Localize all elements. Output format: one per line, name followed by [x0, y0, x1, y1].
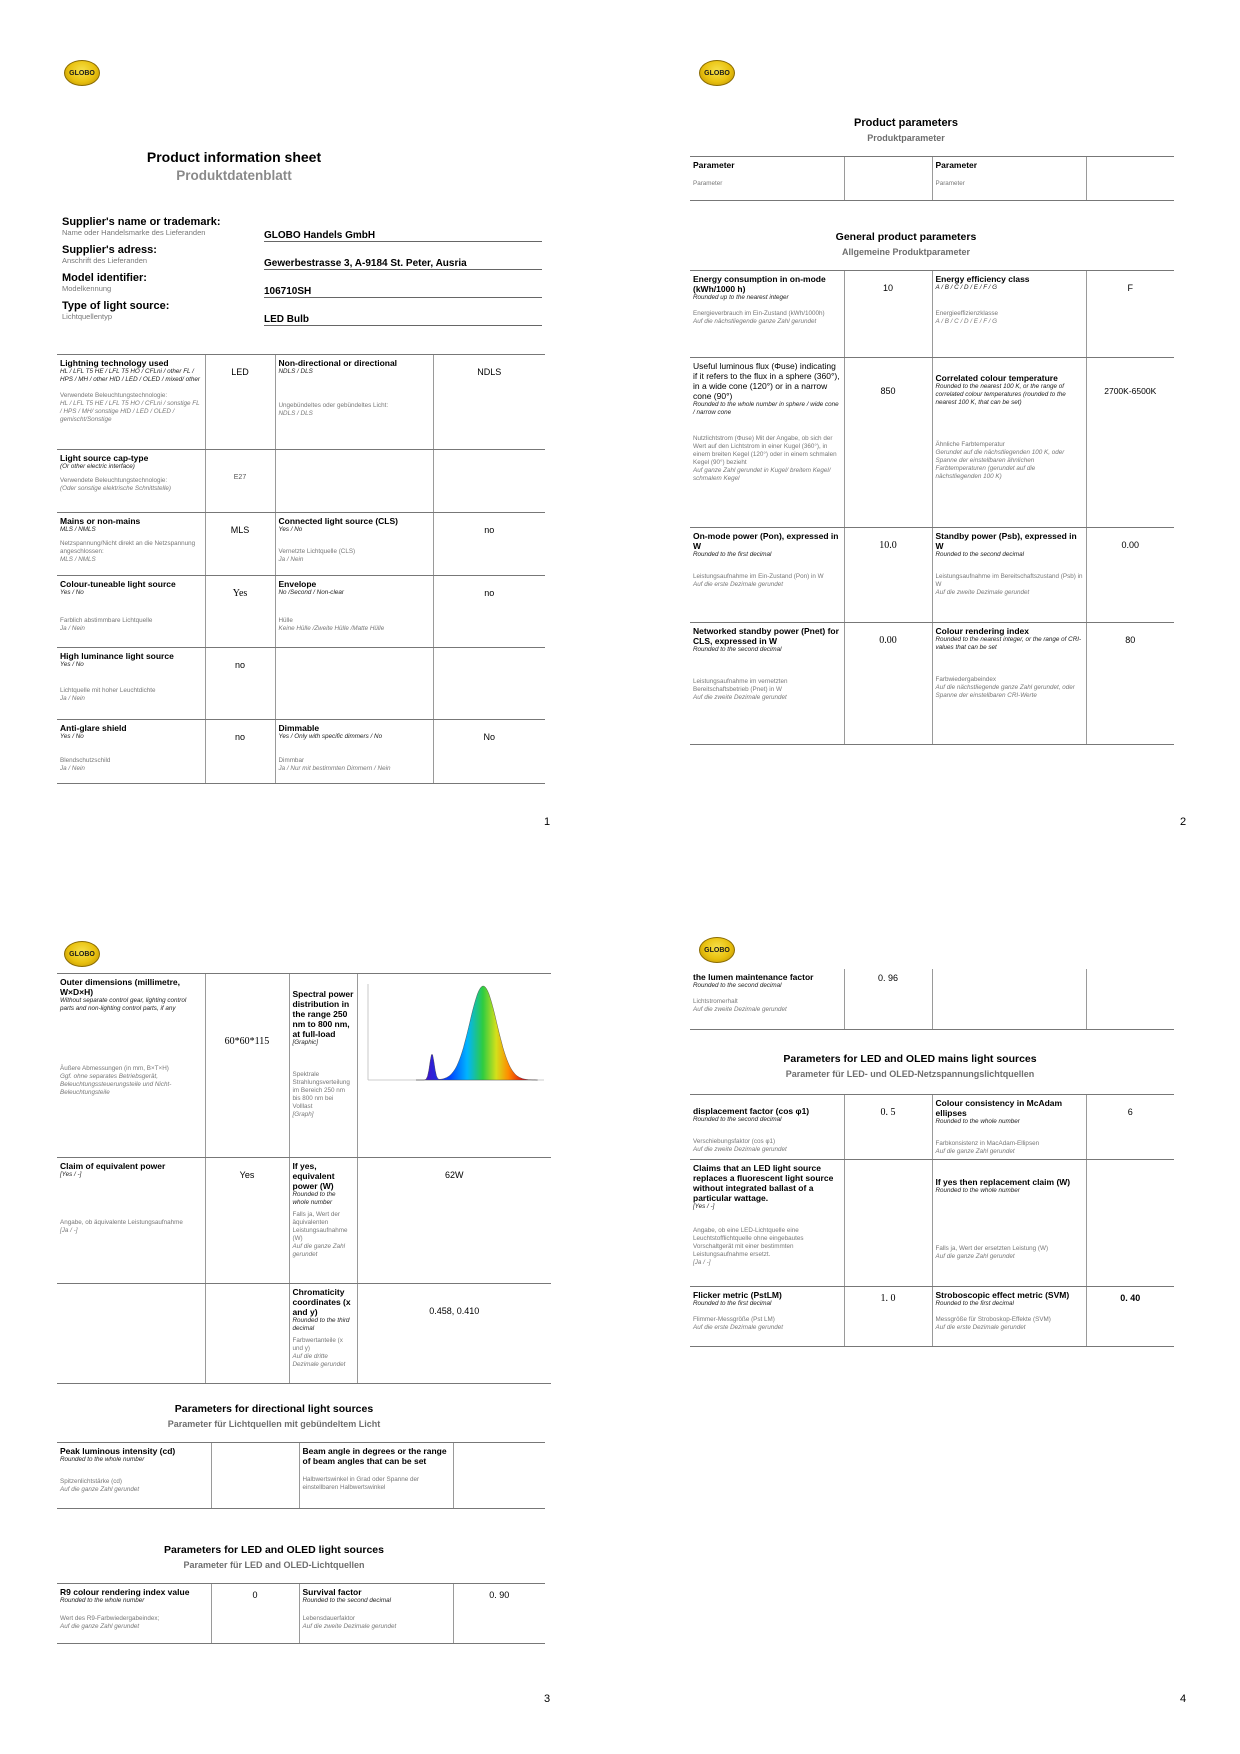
param-label: Claims that an LED light source replaces a fluorescent light source without integrated ballast of a particular wattage. [693, 1163, 834, 1203]
param-value: no [433, 576, 545, 648]
page-subtitle: Produktdatenblatt [176, 168, 292, 183]
param-hint-de: Ja / Nein [60, 695, 85, 702]
param-hint: Rounded to the whole number [60, 1456, 145, 1463]
param-cell [275, 355, 433, 450]
param-label: Non-directional or directional [278, 358, 398, 368]
param-label: Standby power (Psb), expressed in W [935, 531, 1077, 551]
param-value [844, 1160, 932, 1287]
param-label-de: Lichtquelle mit hoher Leuchtdichte [60, 687, 156, 694]
param-label-de: Falls ja, Wert der äquivalenten Leistungsaufnahme (W) [292, 1211, 348, 1242]
p4-mains-table [690, 1094, 1174, 1347]
param-cell [57, 720, 205, 784]
page-number: 3 [544, 1693, 551, 1705]
param-label: If yes, equivalent power (W) [292, 1161, 335, 1191]
param-label-de: Hülle [278, 617, 293, 624]
param-value: no [205, 720, 275, 784]
param-hint-de: Auf die nächstliegende ganze Zahl gerundet, oder Spanne der einstellbaren CRI-Werte [935, 684, 1075, 699]
param-label: Energy consumption in on-mode (kWh/1000 h) [693, 274, 826, 294]
param-label-de: Netzspannung/Nicht direkt an die Netzspannung angeschlossen: [60, 540, 196, 555]
param-hint-de: Ja / Nur mit bestimmten Dimmern / Nein [278, 765, 391, 772]
param-value-empty [1086, 969, 1174, 1029]
p3-led-table [57, 1583, 545, 1644]
section-subtitle: Allgemeine Produktparameter [841, 247, 971, 257]
param-cell [57, 648, 205, 720]
param-hint-de: Auf die zweite Dezimale gerundet [693, 694, 787, 701]
param-cell [57, 355, 205, 450]
param-hint-de: [Graph] [292, 1111, 314, 1118]
param-label-de: Lichtstromerhalt [693, 998, 738, 1005]
param-cell [932, 528, 1086, 623]
param-label: Light source cap-type [60, 453, 149, 463]
param-hint-de: (Oder sonstige elektrische Schnittstelle) [60, 485, 171, 492]
param-hint: Yes / No [60, 589, 84, 596]
param-label-de: Flimmer-Messgröße (Pst LM) [693, 1316, 775, 1323]
p3-parameter-table [57, 973, 551, 1384]
param-label-de: Vernetzte Lichtquelle (CLS) [278, 548, 356, 555]
param-label-de: Farbwertanteile (x und y) [292, 1337, 343, 1352]
mains-section-title: Parameters for LED and OLED mains light sources [783, 1053, 1037, 1065]
param-hint-de: Auf ganze Zahl gerundet in Kugel/ breitem Kegel/ schmalem Kegel [693, 467, 831, 482]
table-row [57, 1443, 545, 1509]
p1-parameter-table [57, 354, 545, 784]
param-cell [932, 623, 1086, 745]
param-value-empty [205, 1284, 289, 1384]
param-value: 6 [1086, 1095, 1174, 1160]
param-label-de: Messgröße für Stroboskop-Effekte (SVM) [935, 1316, 1051, 1323]
param-hint: Rounded to the whole number [935, 1118, 1020, 1125]
param-value: 0.00 [844, 623, 932, 745]
param-hint-de: Auf die zweite Dezimale gerundet [935, 589, 1030, 596]
spd-axis [368, 984, 544, 1080]
param-value: no [205, 648, 275, 720]
supplier-name-label-group [62, 216, 221, 237]
table-row [690, 623, 1174, 745]
table-row [690, 358, 1174, 528]
param-hint: Rounded to the whole number in sphere / wide cone / narrow cone [693, 401, 839, 416]
table-row [690, 528, 1174, 623]
param-cell [690, 1160, 844, 1287]
param-cell [932, 1287, 1086, 1347]
param-cell [57, 450, 205, 513]
param-label: Survival factor [302, 1587, 362, 1597]
globo-logo: GLOBO [64, 60, 100, 86]
param-hint-de: Auf die ganze Zahl gerundet [292, 1243, 346, 1258]
param-hint: A / B / C / D / E / F / G [935, 284, 998, 291]
param-label-de: Blendschutzschild [60, 757, 111, 764]
param-label-de: Leistungsaufnahme im vernetzten Bereitschaftsbetrieb (Pnet) in W [693, 678, 788, 693]
param-label: Colour rendering index [935, 626, 1030, 636]
table-row [57, 1584, 545, 1644]
param-value: no [433, 513, 545, 576]
param-value: LED [205, 355, 275, 450]
param-hint-de: Auf die ganze Zahl gerundet [60, 1623, 140, 1630]
param-hint-de: Keine Hülle /Zweite Hülle /Matte Hülle [278, 625, 385, 632]
spd-graph-cell [357, 974, 551, 1158]
param-hint: [Yes / -] [60, 1171, 82, 1178]
param-value: 60*60*115 [205, 974, 289, 1158]
param-cell [289, 1158, 357, 1284]
table-row [57, 974, 551, 1158]
led-section-title: Parameters for LED and OLED light sources [164, 1544, 384, 1556]
param-cell [690, 528, 844, 623]
param-hint-de: MLS / NMLS [60, 556, 96, 563]
p2-general-table [690, 270, 1174, 745]
param-label-de: Leistungsaufnahme im Ein-Zustand (Pon) in W [693, 573, 824, 580]
param-label: Anti-glare shield [60, 723, 127, 733]
param-label: Envelope [278, 579, 317, 589]
param-hint-de: Auf die ganze Zahl gerundet [60, 1486, 140, 1493]
header-label: Parameter [693, 160, 735, 170]
mains-section-subtitle: Parameter für LED- und OLED-Netzspannungslichtquellen [785, 1069, 1035, 1079]
param-label: Networked standby power (Pnet) for CLS, expressed in W [693, 626, 839, 646]
supplier-address-label-group [62, 244, 157, 265]
param-hint: Yes / No [60, 733, 84, 740]
page-4 [620, 877, 1240, 1754]
p2-header-table [690, 156, 1174, 201]
param-hint: Rounded to the second decimal [935, 551, 1025, 558]
table-row [57, 355, 545, 450]
param-hint-de: Ja / Nein [278, 556, 304, 563]
param-label: Spectral power distribution in the range 250 nm to 800 nm, at full-load [292, 989, 354, 1039]
supplier-name-sublabel: Name oder Handelsmarke des Lieferanden [62, 228, 206, 237]
page-title: Product parameters [854, 117, 958, 129]
param-label-de: Lebensdauerfaktor [302, 1615, 356, 1622]
header-label-de: Parameter [935, 180, 965, 187]
param-label: displacement factor (cos φ1) [693, 1106, 810, 1116]
param-hint: [Graphic] [292, 1039, 319, 1046]
page-number: 1 [544, 816, 551, 828]
p3-directional-table [57, 1442, 545, 1509]
param-label-de: Farblich abstimmbare Lichtquelle [60, 617, 153, 624]
param-value [1086, 1160, 1174, 1287]
param-value: 0. 96 [844, 969, 932, 1029]
param-cell [690, 358, 844, 528]
param-value: 62W [357, 1158, 551, 1284]
directional-section-title: Parameters for directional light sources [174, 1403, 374, 1415]
globo-logo: GLOBO [699, 937, 735, 963]
param-label-de: Wert des R9-Farbwiedergabeindex; [60, 1615, 160, 1622]
table-row [57, 1158, 551, 1284]
param-hint-de: Auf die dritte Dezimale gerundet [292, 1353, 346, 1368]
param-value: 0.00 [1086, 528, 1174, 623]
param-value: 10 [844, 271, 932, 358]
param-hint: HL / LFL T5 HE / LFL T5 HO / CFLni / other FL / HPS / MH / other HID / LED / OLED / mixed/ other [60, 368, 200, 383]
header-value-empty [1086, 157, 1174, 201]
table-row [57, 1284, 551, 1384]
table-row [57, 450, 545, 513]
param-hint-de: Gerundet auf die nächstliegenden 100 K, oder Spanne der einstellbaren ähnlichen Farbtemperaturen (gerundet auf die nächstliegenden 100 K) [935, 449, 1065, 480]
param-label-de: Spitzenlichtstärke (cd) [60, 1478, 122, 1485]
param-value: 850 [844, 358, 932, 528]
param-hint-de: Auf die zweite Dezimale gerundet [693, 1146, 787, 1153]
param-label-de: Ungebündeltes oder gebündeltes Licht: [278, 402, 389, 409]
table-row [690, 1095, 1174, 1160]
page-title: Product information sheet [146, 149, 322, 165]
param-label-de: Farbwiedergabeindex [935, 676, 997, 683]
param-hint: Rounded to the whole number [292, 1191, 336, 1206]
param-cell [57, 1443, 211, 1509]
param-value: No [433, 720, 545, 784]
table-row [690, 969, 1174, 1029]
param-label: R9 colour rendering index value [60, 1587, 190, 1597]
param-label-de: Leistungsaufnahme im Bereitschaftszustand (Psb) in W [935, 573, 1083, 588]
param-value: 80 [1086, 623, 1174, 745]
param-value-empty [433, 648, 545, 720]
param-hint-de: Ja / Nein [60, 625, 85, 632]
param-label: Energy efficiency class [935, 274, 1030, 284]
param-label: Outer dimensions (millimetre, W×D×H) [60, 977, 180, 997]
param-hint-de: Auf die erste Dezimale gerundet [693, 581, 783, 588]
param-label-de: Spektrale Strahlungsverteilung im Bereich 250 nm bis 800 nm bei Volllast [292, 1071, 350, 1110]
param-label: Chromaticity coordinates (x and y) [292, 1287, 351, 1317]
param-value: 0 [211, 1584, 299, 1644]
param-value: F [1086, 271, 1174, 358]
spd-graph [358, 974, 552, 1094]
param-label: Beam angle in degrees or the range of beam angles that can be set [302, 1446, 447, 1466]
header-value-empty [844, 157, 932, 201]
param-label-de: Angabe, ob eine LED-Lichtquelle eine Leuchtstofflichtquelle ohne eingebautes Vorschaltgerät mit einer bestimmten Leistungsaufnahme ersetzt. [693, 1227, 804, 1258]
header-label-de: Parameter [693, 180, 723, 187]
model-identifier-label: Model identifier: [62, 272, 147, 284]
param-value-empty [433, 450, 545, 513]
param-label: Mains or non-mains [60, 516, 141, 526]
page-number: 4 [1180, 1693, 1187, 1705]
page-3 [0, 877, 620, 1754]
param-hint-de: NDLS / DLS [278, 410, 313, 417]
header-cell [690, 157, 844, 201]
param-label: Lightning technology used [60, 358, 169, 368]
supplier-address-value: Gewerbestrasse 3, A-9184 St. Peter, Ausria [264, 258, 542, 270]
led-section-subtitle: Parameter für LED and OLED-Lichtquellen [183, 1560, 365, 1570]
param-value [211, 1443, 299, 1509]
light-source-type-label-group [62, 300, 169, 321]
header-label: Parameter [935, 160, 978, 170]
param-hint: Rounded to the third decimal [292, 1317, 350, 1332]
param-label: Correlated colour temperature [935, 373, 1058, 383]
param-cell [690, 969, 844, 1029]
param-cell [289, 974, 357, 1158]
param-hint: Rounded to the second decimal [693, 1116, 782, 1123]
param-label-de: Ähnliche Farbtemperatur [935, 441, 1005, 448]
param-label: Dimmable [278, 723, 320, 733]
param-cell [690, 623, 844, 745]
param-hint: Rounded up to the nearest integer [693, 294, 789, 301]
param-hint-de: Ggf. ohne separates Betriebsgerät, Beleuchtungssteuerungsteile und Nicht-Beleuchtungsteile [60, 1073, 172, 1096]
param-hint: Rounded to the first decimal [693, 551, 772, 558]
table-row [57, 648, 545, 720]
param-label-de: Äußere Abmessungen (in mm, B×T×H) [60, 1065, 169, 1072]
param-cell [289, 1284, 357, 1384]
param-label-de: Energieeffizienzklasse [935, 310, 999, 317]
param-hint-de: Auf die erste Dezimale gerundet [693, 1324, 783, 1331]
param-cell [932, 1095, 1086, 1160]
param-label: If yes then replacement claim (W) [935, 1177, 1071, 1187]
param-hint: No /Second / Non-clear [278, 589, 344, 596]
param-value: 0. 90 [453, 1584, 545, 1644]
param-cell [275, 513, 433, 576]
param-value: 0. 5 [844, 1095, 932, 1160]
param-hint-de: Ja / Nein [60, 765, 85, 772]
param-cell-empty [275, 450, 433, 513]
param-label: On-mode power (Pon), expressed in W [693, 531, 839, 551]
supplier-name-label: Supplier's name or trademark: [62, 216, 221, 228]
param-hint: Yes / No [60, 661, 84, 668]
param-hint-de: Auf die erste Dezimale gerundet [935, 1324, 1026, 1331]
table-row [690, 271, 1174, 358]
param-hint: Yes / No [278, 526, 303, 533]
param-cell [57, 576, 205, 648]
param-label: the lumen maintenance factor [693, 972, 814, 982]
page-subtitle: Produktparameter [867, 133, 945, 143]
param-value: Yes [205, 576, 275, 648]
param-label-de: Verwendete Beleuchtungstechnologie: [60, 392, 168, 399]
param-label: Useful luminous flux (Φuse) indicating if it refers to the flux in a sphere (360°), in a wide cone (120°) or in a narrow cone (90°) [693, 361, 840, 401]
param-label-de: Nutzlichtstrom (Φuse) Mit der Angabe, ob sich der Wert auf den Lichtstrom in einer Kugel (360°), in einem breiten Kegel (120°) oder in einem schmalen Kegel (90°) bezieht [693, 435, 837, 466]
param-hint: Yes / Only with specific dimmers / No [278, 733, 383, 740]
param-value: 2700K-6500K [1086, 358, 1174, 528]
param-hint: (Or other electric interface) [60, 463, 135, 470]
param-hint-de: Auf die nächstliegende ganze Zahl gerundet [693, 318, 817, 325]
light-source-type-sublabel: Lichtquellentyp [62, 312, 113, 321]
param-label: Stroboscopic effect metric (SVM) [935, 1290, 1070, 1300]
param-value: MLS [205, 513, 275, 576]
page-2 [620, 0, 1240, 877]
param-cell [57, 513, 205, 576]
param-label: Peak luminous intensity (cd) [60, 1446, 176, 1456]
param-hint: Rounded to the first decimal [693, 1300, 772, 1307]
param-hint-de: [Ja / -] [693, 1259, 711, 1266]
param-cell-empty [932, 969, 1086, 1029]
param-cell [932, 271, 1086, 358]
param-cell [932, 1160, 1086, 1287]
table-row [57, 513, 545, 576]
param-hint-de: Auf die zweite Dezimale gerundet [693, 1006, 787, 1013]
light-source-type-value: LED Bulb [264, 314, 542, 326]
model-identifier-label-group [62, 272, 147, 293]
param-hint: Rounded to the second decimal [693, 646, 782, 653]
param-value: 0. 40 [1086, 1287, 1174, 1347]
table-row [690, 1160, 1174, 1287]
param-label: Colour consistency in McAdam ellipses [935, 1098, 1063, 1118]
param-value: 1. 0 [844, 1287, 932, 1347]
model-identifier-sublabel: Modelkennung [62, 284, 112, 293]
param-cell [275, 576, 433, 648]
param-hint: Rounded to the whole number [935, 1187, 1020, 1194]
param-hint: MLS / NMLS [60, 526, 96, 533]
param-value: NDLS [433, 355, 545, 450]
param-hint: Rounded to the second decimal [302, 1597, 392, 1604]
globo-logo: GLOBO [699, 60, 735, 86]
supplier-address-label: Supplier's adress: [62, 244, 157, 256]
param-hint-de: A / B / C / D / E / F / G [935, 318, 998, 325]
param-label: Flicker metric (PstLM) [693, 1290, 782, 1300]
param-label-de: Energieverbrauch im Ein-Zustand (kWh/1000h) [693, 310, 825, 317]
param-hint-de: HL / LFL T5 HE / LFL T5 HO / CFLni / sonstige FL / HPS / MH/ sonstige HID / LED / OLED / gemischt/Sonstige [60, 400, 200, 423]
param-cell-empty [275, 648, 433, 720]
param-value: 0.458, 0.410 [357, 1284, 551, 1384]
param-value: E27 [205, 450, 275, 513]
light-source-type-label: Type of light source: [62, 300, 170, 312]
param-cell [57, 1158, 205, 1284]
param-label-de: Farbkonsistenz in MacAdam-Ellipsen [935, 1140, 1040, 1147]
param-label: Claim of equivalent power [60, 1161, 166, 1171]
param-label-de: Verwendete Beleuchtungstechnologie: [60, 477, 168, 484]
param-hint: [Yes / -] [693, 1203, 715, 1210]
p4-top-table [690, 969, 1174, 1030]
table-row [57, 720, 545, 784]
param-hint: Rounded to the nearest 100 K, or the range of correlated colour temperatures (rounded to the nearest 100 K, that can be set) [935, 383, 1066, 406]
table-row [690, 1287, 1174, 1347]
supplier-name-value: GLOBO Handels GmbH [264, 230, 542, 242]
table-row [690, 157, 1174, 201]
header-cell [932, 157, 1086, 201]
param-hint: Rounded to the whole number [60, 1597, 145, 1604]
spd-curve [416, 986, 538, 1080]
param-hint-de: Auf die ganze Zahl gerundet [935, 1148, 1015, 1155]
directional-section-subtitle: Parameter für Lichtquellen mit gebündeltem Licht [167, 1419, 381, 1429]
param-cell-empty [57, 1284, 205, 1384]
param-cell [57, 974, 205, 1158]
param-hint-de: [Ja / -] [60, 1227, 78, 1234]
page-1 [0, 0, 620, 877]
param-hint: Rounded to the second decimal [693, 982, 782, 989]
param-hint: NDLS / DLS [278, 368, 313, 375]
param-value [453, 1443, 545, 1509]
param-cell [932, 358, 1086, 528]
param-cell [57, 1584, 211, 1644]
param-cell [690, 1287, 844, 1347]
param-value: Yes [205, 1158, 289, 1284]
param-cell [690, 271, 844, 358]
param-hint-de: Auf die ganze Zahl gerundet [935, 1253, 1015, 1260]
model-identifier-value: 106710SH [264, 286, 542, 298]
param-label-de: Falls ja, Wert der ersetzten Leistung (W) [935, 1245, 1049, 1252]
param-cell [275, 720, 433, 784]
section-title: General product parameters [835, 231, 977, 243]
table-row [57, 576, 545, 648]
param-label-de: Angabe, ob äquivalente Leistungsaufnahme [60, 1219, 183, 1226]
param-label-de: Verschiebungsfaktor (cos φ1) [693, 1138, 776, 1145]
param-label-de: Dimmbar [278, 757, 305, 764]
param-hint-de: Auf die zweite Dezimale gerundet [302, 1623, 397, 1630]
param-cell [690, 1095, 844, 1160]
param-label: Connected light source (CLS) [278, 516, 398, 526]
param-label: Colour-tuneable light source [60, 579, 176, 589]
param-hint: Rounded to the nearest integer, or the range of CRI-values that can be set [935, 636, 1082, 651]
param-hint: Without separate control gear, lighting control parts and non-lighting control parts, if any [60, 997, 187, 1012]
supplier-address-sublabel: Anschrift des Lieferanden [62, 256, 148, 265]
param-label-de: Halbwertswinkel in Grad oder Spanne der einstellbaren Halbwertswinkel [302, 1476, 420, 1491]
param-label: High luminance light source [60, 651, 174, 661]
globo-logo: GLOBO [64, 941, 100, 967]
param-value: 10.0 [844, 528, 932, 623]
param-hint: Rounded to the first decimal [935, 1300, 1014, 1307]
page-number: 2 [1180, 816, 1187, 828]
param-cell [299, 1584, 453, 1644]
param-cell [299, 1443, 453, 1509]
